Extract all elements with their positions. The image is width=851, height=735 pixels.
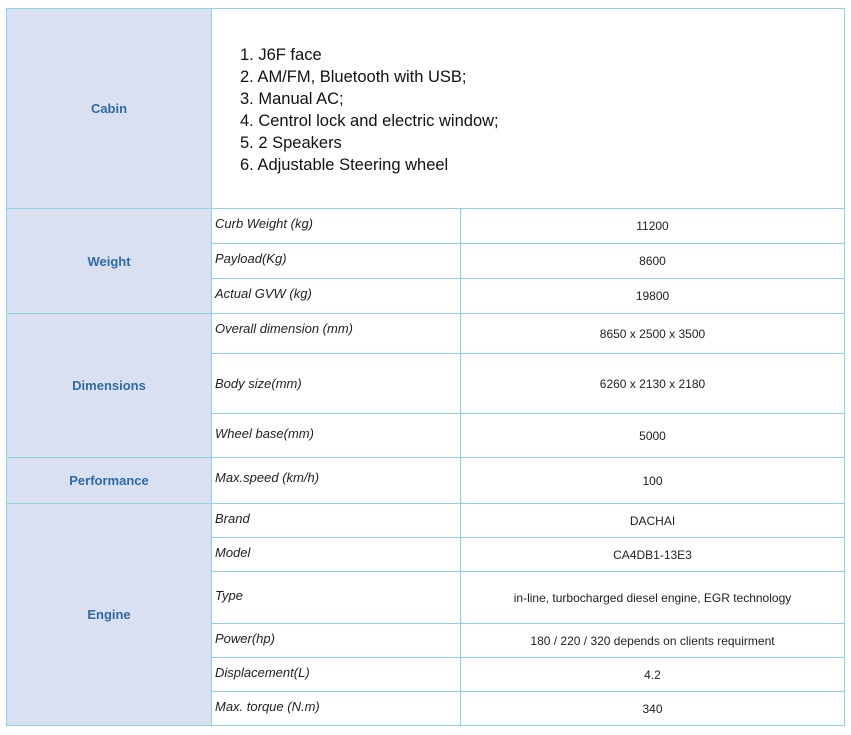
- spec-label: Type: [212, 572, 461, 624]
- section-label-dimensions: Dimensions: [7, 314, 212, 458]
- table-row: [7, 458, 845, 504]
- spec-value: 180 / 220 / 320 depends on clients requirment: [461, 624, 845, 658]
- spec-value: 4.2: [461, 658, 845, 692]
- spec-value: 8600: [461, 244, 845, 279]
- cabin-feature-item: 4. Centrol lock and electric window;: [240, 112, 499, 130]
- spec-label: Displacement(L): [212, 658, 461, 692]
- spec-value: 100: [461, 458, 845, 504]
- cabin-row: [7, 9, 845, 209]
- spec-value: 11200: [461, 209, 845, 244]
- spec-label: Max. torque (N.m): [212, 692, 461, 726]
- cabin-feature-item: 6. Adjustable Steering wheel: [240, 156, 449, 174]
- cabin-feature-item: 5. 2 Speakers: [240, 134, 342, 152]
- section-label-performance: Performance: [7, 458, 212, 504]
- spec-label: Wheel base(mm): [212, 414, 461, 458]
- spec-value: 5000: [461, 414, 845, 458]
- section-label-engine: Engine: [7, 504, 212, 726]
- spec-value: 19800: [461, 279, 845, 314]
- spec-value: 340: [461, 692, 845, 726]
- spec-label: Body size(mm): [212, 354, 461, 414]
- spec-label: Curb Weight (kg): [212, 209, 461, 244]
- cabin-feature-item: 3. Manual AC;: [240, 90, 344, 108]
- table-row: [7, 209, 845, 244]
- spec-value: CA4DB1-13E3: [461, 538, 845, 572]
- spec-value: 8650 x 2500 x 3500: [461, 314, 845, 354]
- spec-value: 6260 x 2130 x 2180: [461, 354, 845, 414]
- spec-label: Overall dimension (mm): [212, 314, 461, 354]
- spec-value: in-line, turbocharged diesel engine, EGR technology: [461, 572, 845, 624]
- cabin-features: [212, 9, 845, 209]
- spec-value: DACHAI: [461, 504, 845, 538]
- cabin-feature-item: 2. AM/FM, Bluetooth with USB;: [240, 68, 467, 86]
- spec-label: Max.speed (km/h): [212, 458, 461, 504]
- cabin-feature-item: 1. J6F face: [240, 46, 322, 64]
- spec-table: [6, 8, 845, 726]
- table-row: [7, 504, 845, 538]
- spec-label: Payload(Kg): [212, 244, 461, 279]
- spec-label: Brand: [212, 504, 461, 538]
- spec-label: Power(hp): [212, 624, 461, 658]
- section-label-cabin: Cabin: [7, 9, 212, 209]
- table-row: [7, 314, 845, 354]
- spec-label: Model: [212, 538, 461, 572]
- spec-label: Actual GVW (kg): [212, 279, 461, 314]
- section-label-weight: Weight: [7, 209, 212, 314]
